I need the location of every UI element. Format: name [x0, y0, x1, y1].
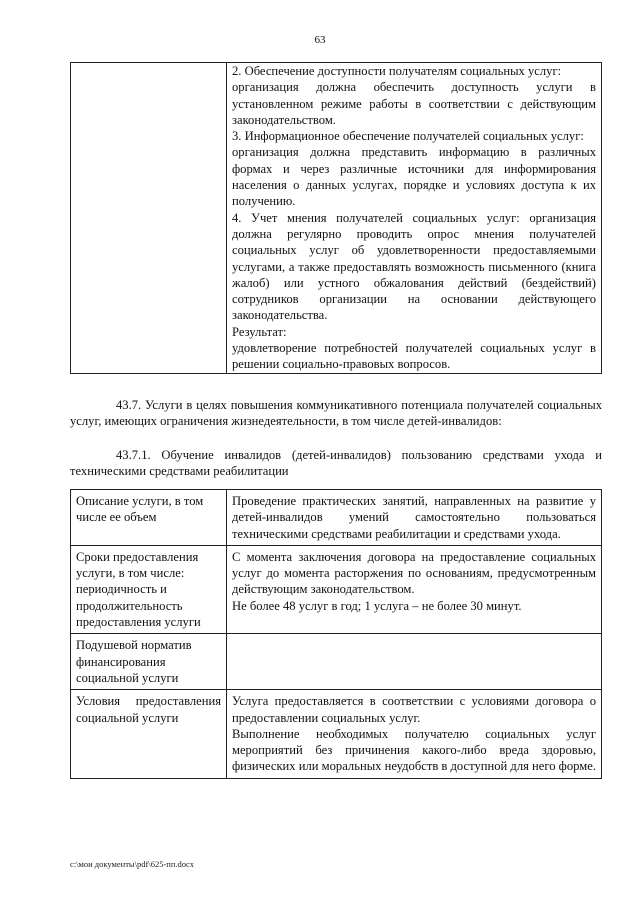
row-label-conditions: Условия предоставления социальной услуги	[71, 690, 227, 778]
table-row	[71, 490, 602, 546]
conditions-text: Услуга предоставляется в соответствии с условиями договора о предоставлении социальных услуг.	[232, 694, 596, 725]
table-row	[71, 545, 602, 633]
table-row	[71, 690, 602, 778]
section-2-text: организация должна обеспечить доступность услуги в установленном режиме работы в соответствии с действующим законодательством.	[232, 80, 596, 127]
footer-file-path: c:\мои документы\pdf\625-пп.docx	[70, 859, 195, 869]
table-row	[71, 634, 602, 690]
section-3-text: организация должна представить информацию в различных формах и через различные источники для информирования населения о данных услугах, порядке и условиях доступа к их получению.	[232, 145, 596, 209]
result-label: Результат:	[232, 324, 287, 339]
result-text: удовлетворение потребностей получателей социальных услуг в решении социально-правовых вопросов.	[232, 341, 596, 372]
paragraph-43-7: 43.7. Услуги в целях повышения коммуникативного потенциала получателей социальных услуг, имеющих ограничения жизнедеятельности, в том числе детей-инвалидов:	[70, 398, 602, 429]
section-4-text: 4. Учет мнения получателей социальных услуг: организация должна регулярно проводить опрос мнения получателей социальных услуг об удовлетворенности предоставляемыми услугами, а также предоставлять возможность письменного (книга жалоб) или устного обжалования действий (бездействий) сотрудников организации на основании действующего законодательства.	[232, 210, 596, 323]
page-number: 63	[314, 34, 326, 46]
description-text: Проведение практических занятий, направленных на развитие у детей-инвалидов умений самостоятельно пользоваться техническими средствами реабилитации и средствами ухода.	[232, 494, 596, 541]
terms-frequency: Не более 48 услуг в год; 1 услуга – не более 30 минут.	[232, 598, 522, 613]
section-3-title: 3. Информационное обеспечение получателей социальных услуг:	[232, 129, 584, 144]
row-label-funding: Подушевой норматив финансирования социальной услуги	[71, 634, 227, 690]
row-content-terms	[227, 545, 602, 633]
table-cell-standards	[227, 63, 602, 374]
row-content-conditions	[227, 690, 602, 778]
table-cell-empty	[71, 63, 227, 374]
paragraph-43-7-1: 43.7.1. Обучение инвалидов (детей-инвалидов) пользованию средствами ухода и техническими средствами реабилитации	[70, 448, 602, 479]
terms-text: С момента заключения договора на предоставление социальных услуг до момента расторжения по основаниям, предусмотренным действующим законодательством.	[232, 549, 596, 597]
row-label-terms: Сроки предоставления услуги, в том числе: периодичность и продолжительность предоставления услуги	[71, 545, 227, 633]
row-content-funding	[227, 634, 602, 690]
service-description-table	[70, 489, 602, 779]
row-label-description: Описание услуги, в том числе ее объем	[71, 490, 227, 546]
conditions-requirements: Выполнение необходимых получателю социальных услуг мероприятий без причинения какого-либо вреда здоровью, физических или моральных неудобств в доступной для него форме.	[232, 726, 596, 774]
table-row	[71, 63, 602, 374]
row-content-description	[227, 490, 602, 546]
quality-standards-table	[70, 62, 602, 374]
section-2-title: 2. Обеспечение доступности получателям социальных услуг:	[232, 64, 562, 78]
